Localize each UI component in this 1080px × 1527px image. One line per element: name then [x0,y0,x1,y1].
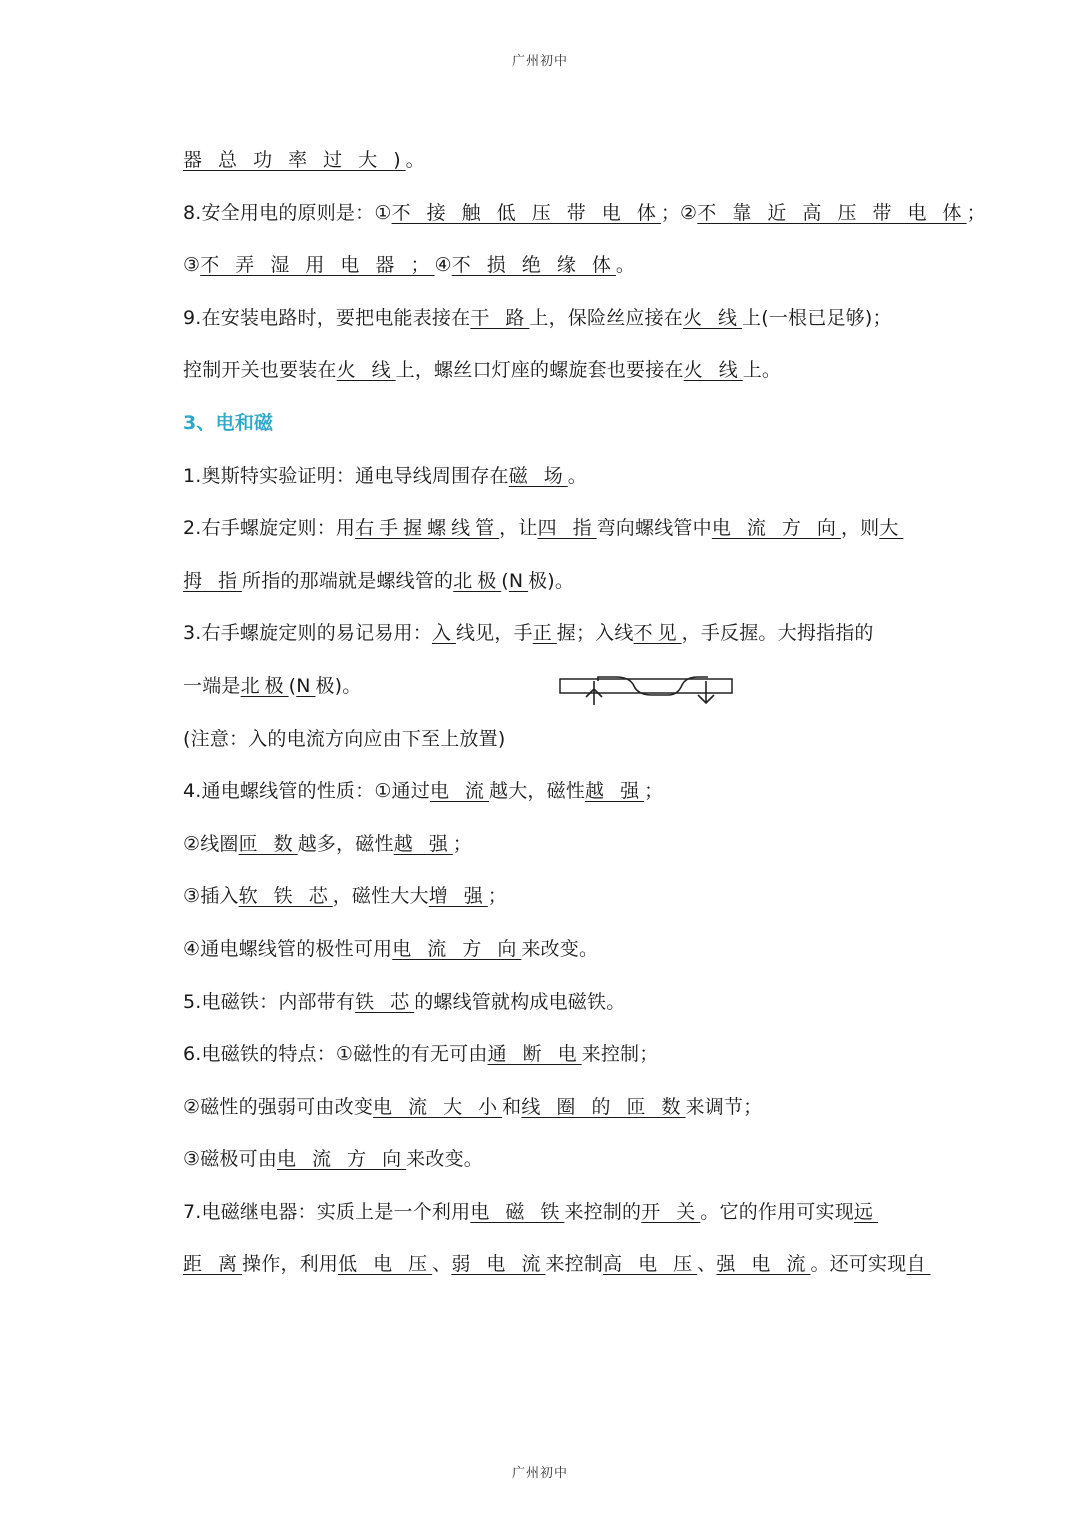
text-line [183,1136,888,1189]
underlined-answer: 低 电 压 [338,1253,433,1276]
text-segment: 1.奥斯特实验证明：通电导线周围存在 [183,464,509,487]
text-line [183,1189,888,1242]
text-segment: 4.通电螺线管的性质：①通过 [183,780,430,803]
text-segment: (注意：入的电流方向应由下至上放置) [183,727,506,750]
text-line [183,242,888,295]
underlined-answer: 电 磁 铁 [470,1200,565,1223]
text-segment: 。 [405,149,425,171]
text-segment: ； [966,201,986,224]
underlined-answer: 电 流 方 向 [277,1148,407,1171]
underlined-answer: 四 指 [537,517,597,540]
text-segment: ； [644,780,664,803]
underlined-answer: N [508,569,529,592]
text-segment: ( [501,569,509,592]
text-line [183,716,888,769]
underlined-answer: 强 电 流 [716,1253,811,1276]
text-segment: ； [452,832,472,855]
text-segment: 、 [697,1253,717,1276]
underlined-answer: 电 流 大 小 [373,1095,503,1118]
underlined-answer: 弱 电 流 [451,1253,546,1276]
text-segment: 极)。 [528,569,575,592]
text-line [183,137,888,190]
underlined-answer: 匝 数 [238,832,298,855]
text-segment: 越大，磁性 [489,780,586,803]
text-line [183,505,904,558]
text-segment: 。 [615,254,636,277]
text-segment: 3.右手螺旋定则的易记易用： [183,622,432,645]
page-header: 广州初中 [511,54,568,69]
underlined-answer: 器 总 功 率 过 大 ) [183,149,406,171]
underlined-answer: 不见 [633,622,682,645]
underlined-answer: 北极 [240,674,289,697]
underlined-answer: 不 靠 近 高 压 带 电 体 [697,201,967,224]
text-segment: ④通电螺线管的极性可用 [183,937,393,960]
text-segment: 。还可实现 [810,1253,907,1276]
underlined-answer: 电 流 方 向 [392,937,522,960]
document-body [183,137,986,1294]
underlined-answer: N [296,674,316,697]
text-segment: 上，螺丝口灯座的螺旋套也要接在 [395,359,684,382]
text-segment: 上(一根已足够)； [742,306,892,329]
underlined-answer: 火 线 [683,359,743,382]
section-title [183,400,888,453]
underlined-answer: 不 损 绝 缘 体 [451,254,616,277]
underlined-answer: 右手握螺线管 [355,517,500,540]
text-segment: ，让 [499,517,538,540]
text-segment: 、 [432,1253,452,1276]
underlined-answer: 大 [879,517,904,540]
page-footer: 广州初中 [511,1466,568,1481]
text-line [183,453,888,506]
text-segment: 弯向螺线管中 [596,517,712,540]
text-line [183,1084,888,1137]
underlined-answer: 北极 [453,569,502,592]
text-segment: 7.电磁继电器：实质上是一个利用 [183,1200,471,1223]
underlined-answer: 电 流 [429,780,490,803]
underlined-answer: 高 电 压 [603,1253,698,1276]
underlined-answer: 正 [532,622,557,645]
text-segment: 2.右手螺旋定则：用 [183,517,356,540]
text-segment: ④ [434,254,452,277]
text-segment: 5.电磁铁：内部带有 [183,990,356,1013]
text-line [183,347,888,400]
text-line [183,295,892,348]
underlined-answer: 拇 指 [183,569,243,592]
underlined-answer: 干 路 [470,306,530,329]
text-segment: 6.电磁铁的特点：①磁性的有无可由 [183,1043,488,1066]
text-line [183,768,888,821]
text-line [183,610,888,663]
text-segment: 8.安全用电的原则是：① [183,201,392,224]
underlined-answer: 软 铁 芯 [238,885,333,908]
text-segment: 线见，手 [455,622,533,645]
text-segment: ；② [660,201,698,224]
underlined-answer: 火 线 [683,306,743,329]
text-segment: 一端是 [183,674,241,697]
text-segment: 上，保险丝应接在 [529,306,683,329]
text-segment: 3、电和磁 [183,411,274,434]
text-segment: 上。 [742,359,782,382]
text-segment: ； [487,885,507,908]
text-segment: 来改变。 [521,937,599,960]
text-segment: 来控制的 [564,1200,642,1223]
text-segment: ③插入 [183,885,239,908]
text-line [183,1241,931,1294]
text-line [183,821,888,874]
underlined-answer: 线 圈 的 匝 数 [521,1095,686,1118]
text-segment: ，手反握。大拇指指的 [681,622,874,645]
underlined-answer: 自 [906,1253,931,1276]
underlined-answer: 越 强 [585,780,645,803]
text-line [183,558,888,611]
text-segment: 所指的那端就是螺线管的 [242,569,454,592]
text-line [183,1031,888,1084]
underlined-answer: 越 强 [393,832,453,855]
text-segment: ②磁性的强弱可由改变 [183,1095,374,1118]
text-segment: 和 [502,1095,522,1118]
underlined-answer: 增 强 [428,885,488,908]
underlined-answer: 电 流 方 向 [711,517,841,540]
underlined-answer: 入 [431,622,456,645]
text-segment: 极)。 [315,674,362,697]
text-segment: 越多，磁性 [297,832,394,855]
current-out-arrow [698,681,714,703]
text-line [183,190,986,243]
underlined-answer: 开 关 [641,1200,701,1223]
underlined-answer: 铁 芯 [355,990,415,1013]
text-segment: 来控制 [545,1253,604,1276]
underlined-answer: 通 断 电 [487,1043,582,1066]
text-segment: 操作，利用 [242,1253,339,1276]
text-segment: 来调节； [685,1095,763,1118]
underlined-answer: 磁 场 [508,464,568,487]
text-segment: 控制开关也要装在 [183,359,337,382]
text-line [183,979,888,1032]
text-segment: ②线圈 [183,832,239,855]
text-line [183,663,888,716]
text-segment: 来控制； [581,1043,659,1066]
text-segment: 。它的作用可实现 [700,1200,854,1223]
underlined-answer: 远 [853,1200,878,1223]
text-segment: 来改变。 [406,1148,483,1171]
text-segment: ( [288,674,297,697]
text-segment: ③ [183,254,201,277]
text-line [183,926,888,979]
text-segment: 握；入线 [556,622,634,645]
text-segment: 的螺线管就构成电磁铁。 [414,990,626,1013]
text-segment: ，磁性大大 [332,885,429,908]
underlined-answer: 不 弄 湿 用 电 器 ； [200,254,435,277]
text-line [183,873,888,926]
underlined-answer: 不 接 触 低 压 带 电 体 [391,201,661,224]
underlined-answer: 火 线 [336,359,396,382]
solenoid-diagram [558,673,738,707]
text-segment: 9.在安装电路时，要把电能表接在 [183,306,471,329]
text-segment: ③磁极可由 [183,1148,278,1171]
underlined-answer: 距 离 [183,1253,243,1276]
text-segment: ，则 [840,517,880,540]
text-segment: 。 [567,464,587,487]
